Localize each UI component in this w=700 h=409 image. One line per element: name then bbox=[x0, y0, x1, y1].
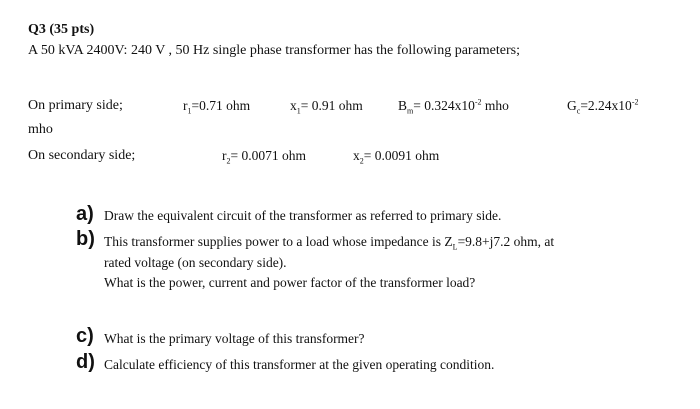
question-intro: A 50 kVA 2400V: 240 V , 50 Hz single phase transformer has the following parameters; bbox=[28, 43, 520, 58]
part-b-text-line1: This transformer supplies power to a load whose impedance is $Z_L=9.8+j7.2$ ohm, at bbox=[104, 234, 555, 252]
part-c-text: What is the primary voltage of this transformer? bbox=[104, 331, 365, 346]
part-c-letter: c) bbox=[76, 325, 94, 347]
param-r2: $r_2= 0.0071$ ohm bbox=[222, 148, 306, 166]
primary-unit-overflow: mho bbox=[28, 122, 53, 137]
part-d-letter: d) bbox=[76, 351, 95, 373]
primary-side-label: On primary side; bbox=[28, 98, 123, 113]
secondary-side-label: On secondary side; bbox=[28, 148, 136, 163]
param-x2: $x_2= 0.0091$ ohm bbox=[353, 148, 440, 166]
param-gc: $G_c=2.24x10^{-2}$ bbox=[567, 97, 639, 116]
part-b-text-line3: What is the power, current and power factor of the transformer load? bbox=[104, 275, 476, 290]
part-b-letter: b) bbox=[76, 228, 95, 250]
part-a-text: Draw the equivalent circuit of the transformer as referred to primary side. bbox=[104, 208, 502, 223]
param-bm: $B_m= 0.324x10^{-2}$ mho bbox=[398, 97, 509, 116]
param-x1: $x_1= 0.91$ ohm bbox=[290, 98, 363, 116]
part-b-text-line2: rated voltage (on secondary side). bbox=[104, 255, 287, 270]
part-d-text: Calculate efficiency of this transformer at the given operating condition. bbox=[104, 357, 495, 372]
param-r1: $r_1=0.71$ ohm bbox=[183, 98, 251, 116]
question-heading: Q3 (35 pts) bbox=[28, 22, 95, 37]
part-a-letter: a) bbox=[76, 203, 94, 225]
